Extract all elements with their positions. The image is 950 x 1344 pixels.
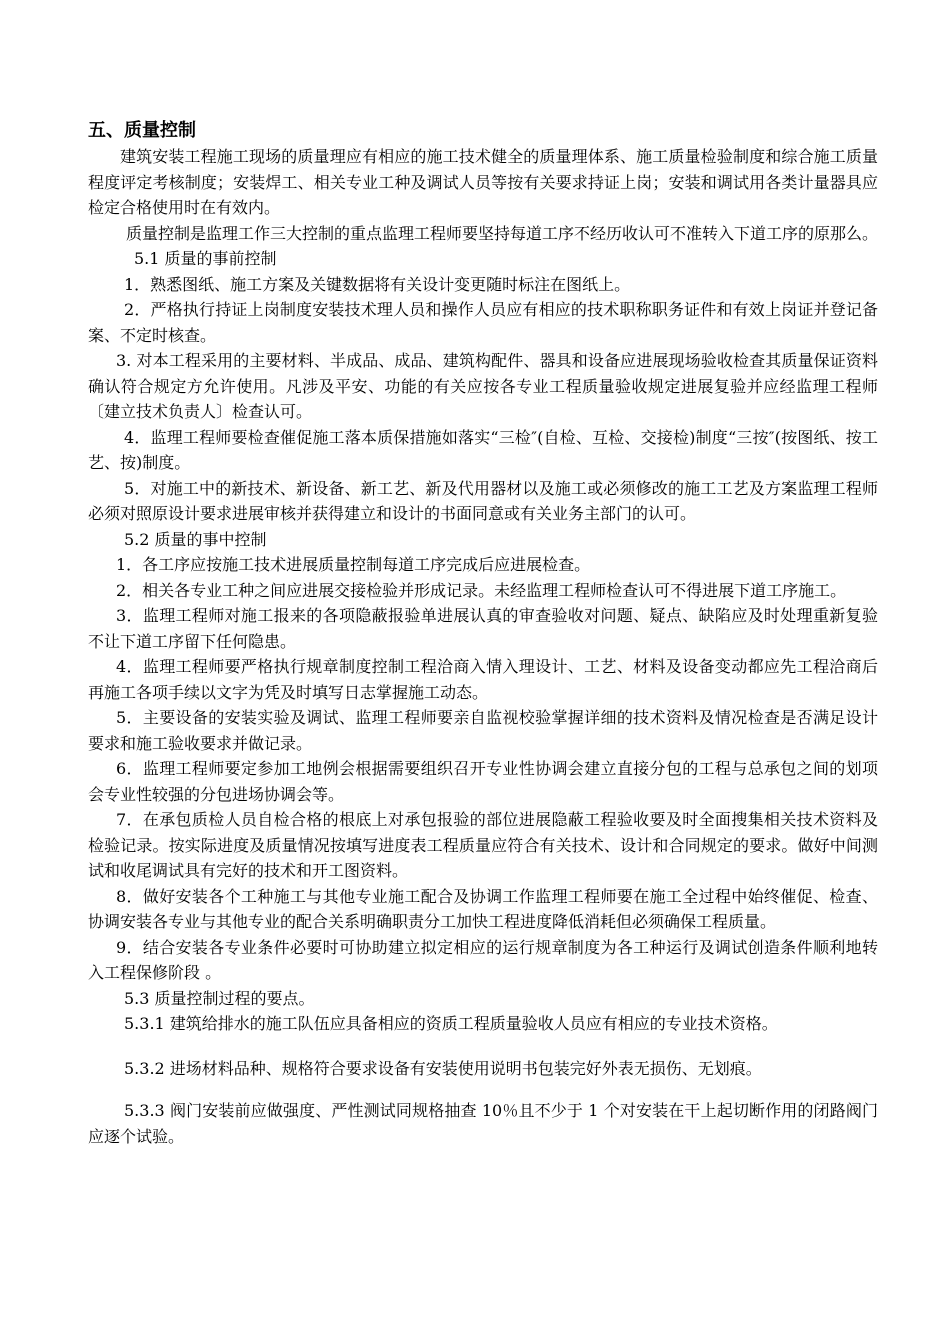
subsection-heading-5-3: 5.3 质量控制过程的要点。 [124, 988, 315, 1008]
list-item: 5.3.3 阀门安装前应做强度、严性测试同规格抽查 10％且不少于 1 个对安装在干上起切断作用的闭路阀门应逐个试验。 [88, 1101, 878, 1146]
list-item: 8．做好安装各个工种施工与其他专业施工配合及协调工作监理工程师要在施工全过程中始终催促、检查、协调安装各专业与其他专业的配合关系明确职责分工加快工程进度降低消耗但必须确保工程质量。 [88, 886, 878, 931]
list-item: 5.3.2 进场材料品种、规格符合要求设备有安装使用说明书包装完好外表无损伤、无划痕。 [124, 1058, 762, 1078]
list-item: 2．严格执行持证上岗制度安装技术理人员和操作人员应有相应的技术职称职务证件和有效上岗证并登记备案、不定时核查。 [88, 300, 878, 345]
list-item: 1．熟悉图纸、施工方案及关键数据将有关设计变更随时标注在图纸上。 [124, 274, 631, 294]
paragraph-principle: 质量控制是监理工作三大控制的重点监理工程师要坚持每道工序不经历收认可不准转入下道工序的原那么。 [126, 223, 879, 243]
list-item: 4．监理工程师要严格执行规章制度控制工程洽商入情入理设计、工艺、材料及设备变动都应先工程洽商后再施工各项手续以文字为凭及时填写日志掌握施工动态。 [88, 657, 878, 702]
list-item: 3. 对本工程采用的主要材料、半成品、成品、建筑构配件、器具和设备应进展现场验收检查其质量保证资料确认符合规定方允许使用。凡涉及平安、功能的有关应按各专业工程质量验收规定进展复验并应经监理工程师〔建立技术负责人〕检查认可。 [88, 351, 878, 421]
list-item: 1．各工序应按施工技术进展质量控制每道工序完成后应进展检查。 [116, 555, 591, 574]
list-item: 2．相关各专业工种之间应进展交接检验并形成记录。未经监理工程师检查认可不得进展下道工序施工。 [116, 580, 847, 600]
document-page [88, 118, 878, 1149]
list-item: 7．在承包质检人员自检合格的根底上对承包报验的部位进展隐蔽工程验收要及时全面搜集相关技术资料及检验记录。按实际进度及质量情况按填写进度表工程质量应符合有关技术、设计和合同规定的要求。做好中间测试和收尾调试具有完好的技术和开工图资料。 [88, 810, 878, 880]
list-item: 5.3.1 建筑给排水的施工队伍应具备相应的资质工程质量验收人员应有相应的专业技术资格。 [124, 1014, 778, 1033]
list-item: 5．对施工中的新技术、新设备、新工艺、新及代用器材以及施工或必须修改的施工工艺及方案监理工程师必须对照原设计要求进展审核并获得建立和设计的书面同意或有关业务主部门的认可。 [88, 478, 878, 523]
subsection-heading-5-1: 5.1 质量的事前控制 [134, 249, 277, 268]
section-heading: 五、质量控制 [88, 120, 196, 141]
list-item: 5．主要设备的安装实验及调试、监理工程师要亲自监视校验掌握详细的技术资料及情况检查是否满足设计要求和施工验收要求并做记录。 [88, 708, 878, 753]
list-item: 4．监理工程师要检查催促施工落本质保措施如落实“三检″(自检、互检、交接检)制度“三按″(按图纸、按工艺、按)制度。 [88, 427, 878, 472]
paragraph-intro: 建筑安装工程施工现场的质量理应有相应的施工技术健全的质量理体系、施工质量检验制度和综合施工质量程度评定考核制度；安装焊工、相关专业工种及调试人员等按有关要求持证上岗；安装和调试用各类计量器具应检定合格使用时在有效内。 [88, 147, 878, 217]
list-item: 3．监理工程师对施工报来的各项隐蔽报验单进展认真的审查验收对问题、疑点、缺陷应及时处理重新复验不让下道工序留下任何隐患。 [88, 606, 878, 651]
list-item: 9．结合安装各专业条件必要时可协助建立拟定相应的运行规章制度为各工种运行及调试创造条件顺利地转入工程保修阶段 。 [88, 937, 878, 982]
subsection-heading-5-2: 5.2 质量的事中控制 [124, 529, 267, 549]
list-item: 6．监理工程师要定参加工地例会根据需要组织召开专业性协调会建立直接分包的工程与总承包之间的划项会专业性较强的分包进场协调会等。 [88, 759, 878, 804]
